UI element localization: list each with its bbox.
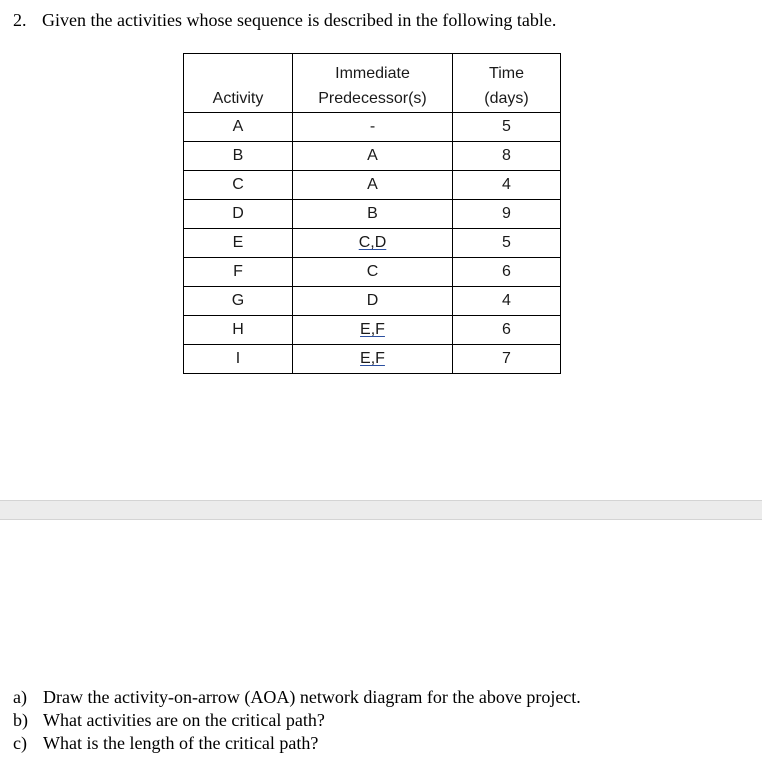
table-row bbox=[184, 229, 561, 258]
cell-activity: A bbox=[184, 113, 293, 142]
cell-predecessor: D bbox=[293, 287, 453, 316]
cell-activity: H bbox=[184, 316, 293, 345]
cell-time: 8 bbox=[453, 142, 561, 171]
header-activity bbox=[184, 54, 293, 113]
cell-predecessor: C bbox=[293, 258, 453, 287]
table-row bbox=[184, 287, 561, 316]
sub-question-c bbox=[13, 732, 581, 755]
sub-question-list bbox=[13, 686, 581, 755]
sub-question-b bbox=[13, 709, 581, 732]
activity-table bbox=[183, 53, 561, 374]
cell-predecessor bbox=[293, 316, 453, 345]
cell-activity: B bbox=[184, 142, 293, 171]
cell-predecessor: - bbox=[293, 113, 453, 142]
table-row bbox=[184, 142, 561, 171]
sub-question-text: What activities are on the critical path? bbox=[43, 710, 325, 730]
sub-question-letter: a) bbox=[13, 687, 27, 707]
sub-question-text: Draw the activity-on-arrow (AOA) network diagram for the above project. bbox=[43, 687, 581, 707]
page-divider-band bbox=[0, 500, 762, 520]
table-row bbox=[184, 200, 561, 229]
cell-activity: I bbox=[184, 345, 293, 374]
header-activity-line-2: Activity bbox=[212, 90, 264, 107]
sub-question-letter: c) bbox=[13, 733, 27, 753]
cell-time: 4 bbox=[453, 171, 561, 200]
cell-predecessor bbox=[293, 345, 453, 374]
table-row bbox=[184, 258, 561, 287]
cell-predecessor: A bbox=[293, 142, 453, 171]
header-predecessor-line-1: Immediate bbox=[335, 65, 410, 82]
cell-predecessor bbox=[293, 229, 453, 258]
predecessor-text: E,F bbox=[360, 350, 385, 367]
table-header-row bbox=[184, 54, 561, 113]
cell-predecessor: B bbox=[293, 200, 453, 229]
question-text: Given the activities whose sequence is described in the following table. bbox=[42, 10, 557, 30]
header-time-line-1: Time bbox=[489, 65, 524, 82]
cell-time: 7 bbox=[453, 345, 561, 374]
predecessor-text: C,D bbox=[358, 234, 387, 251]
question-number: 2. bbox=[13, 10, 27, 30]
cell-time: 6 bbox=[453, 258, 561, 287]
cell-activity: F bbox=[184, 258, 293, 287]
header-predecessor bbox=[293, 54, 453, 113]
cell-activity: C bbox=[184, 171, 293, 200]
sub-question-letter: b) bbox=[13, 710, 28, 730]
cell-time: 5 bbox=[453, 229, 561, 258]
predecessor-text: E,F bbox=[360, 321, 385, 338]
cell-time: 6 bbox=[453, 316, 561, 345]
question-heading bbox=[13, 8, 556, 32]
cell-activity: E bbox=[184, 229, 293, 258]
cell-activity: G bbox=[184, 287, 293, 316]
sub-question-a bbox=[13, 686, 581, 709]
cell-activity: D bbox=[184, 200, 293, 229]
table-row bbox=[184, 316, 561, 345]
sub-question-text: What is the length of the critical path? bbox=[43, 733, 319, 753]
table-row bbox=[184, 113, 561, 142]
cell-time: 4 bbox=[453, 287, 561, 316]
table-row bbox=[184, 345, 561, 374]
cell-time: 5 bbox=[453, 113, 561, 142]
header-time-line-2: (days) bbox=[484, 90, 529, 107]
cell-predecessor: A bbox=[293, 171, 453, 200]
table-row bbox=[184, 171, 561, 200]
cell-time: 9 bbox=[453, 200, 561, 229]
header-time bbox=[453, 54, 561, 113]
header-predecessor-line-2: Predecessor(s) bbox=[318, 90, 427, 107]
